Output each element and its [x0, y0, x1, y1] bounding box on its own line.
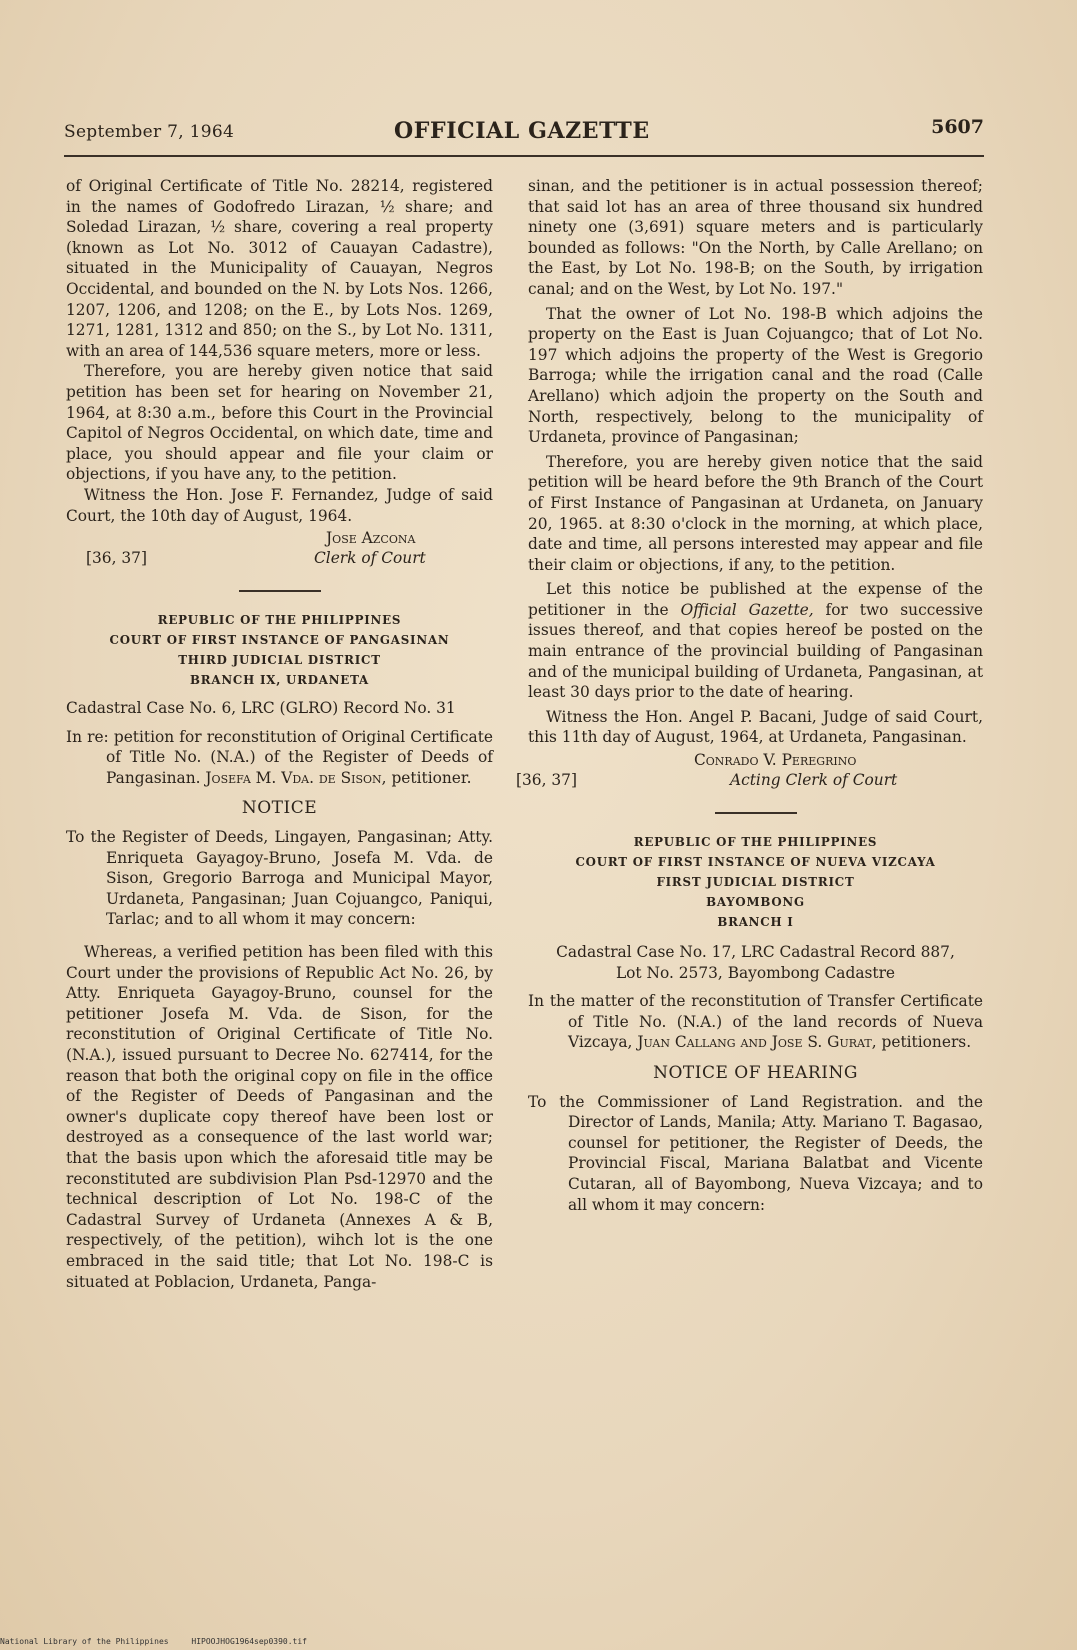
- signature-block: [66, 526, 493, 570]
- case-line: Cadastral Case No. 17, LRC Cadastral Record 887,: [556, 943, 955, 962]
- notice-heading: NOTICE OF HEARING: [653, 1063, 858, 1083]
- scan-footer: [0, 1637, 325, 1646]
- text: for two successive issues thereof, and that copies hereof be posted on the main entrance of the provincial building of Pangasinan and of the municipal building of Urdaneta, Pangasinan, at least 30 days prior to the date of hearing.: [528, 600, 983, 702]
- court-line: BRANCH I: [717, 915, 794, 930]
- paragraph: Therefore, you are hereby given notice that said petition has been set for hearing on November 21, 1964, at 8:30 a.m., before this Court in the Provincial Capitol of Negros Occidental, on which date, time and place, you should appear and file your claim or objections, if you have any, to the petition.: [66, 362, 493, 484]
- page-header: [64, 118, 984, 148]
- court-heading: [66, 610, 493, 690]
- header-rule: [64, 155, 984, 157]
- publication-name: Official Gazette,: [680, 600, 814, 619]
- case-caption: [66, 727, 493, 789]
- case-number: [528, 942, 983, 983]
- court-line: BRANCH IX, URDANETA: [190, 673, 369, 688]
- petitioner-name: Josefa M. Vda. de Sison: [205, 768, 382, 787]
- issue-code: [36, 37]: [86, 549, 147, 568]
- paragraph: Witness the Hon. Jose F. Fernandez, Judge of said Court, the 10th day of August, 1964.: [66, 485, 493, 525]
- header-date: September 7, 1964: [64, 122, 235, 142]
- header-title: OFFICIAL GAZETTE: [394, 118, 650, 144]
- caption-text: In re: petition for reconstitution of Original Certificate of Title No. (N.A.) of the Register of Deeds of Pangasinan.: [66, 727, 493, 787]
- paragraph: sinan, and the petitioner is in actual possession thereof; that said lot has an area of three thousand six hundred ninety one (3,691) square meters and is particularly bounded as follows: "On the North, by Calle Arellano; on the East, by Lot No. 198-B; on the South, by irrigation canal; and on the West, by Lot No. 197.": [528, 177, 983, 298]
- caption-end: , petitioner.: [381, 768, 472, 787]
- court-line: FIRST JUDICIAL DISTRICT: [656, 875, 855, 890]
- paragraph: Therefore, you are hereby given notice that the said petition will be heard before the 9th Branch of the Court of First Instance of Pangasinan at Urdaneta, on January 20, 1965. at 8:30 o'clock in the morning, at which place, date and time, all persons interested may appear and file their claim or objections, if any, to the petition.: [528, 452, 983, 574]
- addressees: To the Register of Deeds, Lingayen, Pangasinan; Atty. Enriqueta Gayagoy-Bruno, Josefa M. Vda. de Sison, Gregorio Barroga and Municipal Mayor, Urdaneta, Pangasinan; Juan Cojuangco, Paniqui, Tarlac; and to all whom it may concern:: [66, 828, 493, 929]
- case-caption: [528, 991, 983, 1053]
- caption-end: , petitioners.: [871, 1033, 972, 1052]
- case-line: Lot No. 2573, Bayombong Cadastre: [615, 963, 896, 982]
- case-number: Cadastral Case No. 6, LRC (GLRO) Record No. 31: [66, 699, 456, 718]
- signatory-name: Conrado V. Peregrino: [694, 751, 857, 770]
- court-heading: [528, 832, 983, 932]
- court-line: COURT OF FIRST INSTANCE OF NUEVA VIZCAYA: [575, 855, 936, 870]
- court-line: REPUBLIC OF THE PHILIPPINES: [633, 835, 878, 850]
- addressees: To the Commissioner of Land Registration. and the Director of Lands, Manila; Atty. Mariano T. Bagasao, counsel for petitioner, the Register of Deeds, the Provincial Fiscal, Mariana Balatbat and Vicente Cutaran, all of Bayombong, Nueva Vizcaya; and to all whom it may concern:: [528, 1092, 983, 1214]
- court-line: REPUBLIC OF THE PHILIPPINES: [157, 613, 402, 628]
- paragraph: [528, 579, 983, 703]
- section-divider: [239, 590, 321, 592]
- text: Let this notice be published at the expense of the petitioner in the: [528, 580, 983, 619]
- caption-text: In the matter of the reconstitution of Transfer Certificate of Title No. (N.A.) of the land records of Nueva Vizcaya,: [528, 992, 983, 1052]
- page-number: 5607: [931, 116, 984, 138]
- section-divider: [715, 812, 797, 814]
- signature-block: [516, 748, 983, 792]
- paragraph: of Original Certificate of Title No. 28214, registered in the names of Godofredo Lirazan, ½ share; and Soledad Lirazan, ½ share, covering a real property (known as Lot No. 3012 of Cauayan Cadastre), situated in the Municipality of Cauayan, Negros Occidental, and bounded on the N. by Lots Nos. 1266, 1207, 1206, and 1208; on the E., by Lots Nos. 1269, 1271, 1281, 1312 and 850; on the S., by Lot No. 1311, with an area of 144,536 square meters, more or less.: [66, 177, 493, 360]
- library-credit: National Library of the Philippines: [0, 1637, 169, 1646]
- signatory-title: Clerk of Court: [314, 549, 426, 568]
- left-column: [66, 176, 493, 1292]
- right-column: [516, 176, 983, 1215]
- issue-code: [36, 37]: [516, 771, 577, 790]
- paragraph: Whereas, a verified petition has been filed with this Court under the provisions of Republic Act No. 26, by Atty. Enriqueta Gayagoy-Bruno, counsel for the petitioner Josefa M. Vda. de Sison, for the reconstitution of Original Certificate of Title No. (N.A.), issued pursuant to Decree No. 627414, for the reason that both the original copy on file in the office of the Register of Deeds of Pangasinan and the owner's duplicate copy thereof have been lost or destroyed as a consequence of the last world war; that the basis upon which the aforesaid title may be reconstituted are subdivision Plan Psd-12970 and the technical description of Lot No. 198-C of the Cadastral Survey of Urdaneta (Annexes A & B, respectively, of the petition), wihch lot is the one embraced in the said title; that Lot No. 198-C is situated at Poblacion, Urdaneta, Panga-: [66, 943, 493, 1291]
- signatory-title: Acting Clerk of Court: [730, 771, 898, 790]
- file-name: HIPOOJHOG1964sep0390.tif: [191, 1637, 307, 1646]
- court-line: COURT OF FIRST INSTANCE OF PANGASINAN: [109, 633, 450, 648]
- court-line: THIRD JUDICIAL DISTRICT: [178, 653, 381, 668]
- petitioner-names: Juan Callang and Jose S. Gurat: [637, 1033, 872, 1052]
- paragraph: That the owner of Lot No. 198-B which adjoins the property on the East is Juan Cojuangco; that of Lot No. 197 which adjoins the property of the West is Gregorio Barroga; while the irrigation canal and the road (Calle Arellano) which adjoin the property on the South and North, respectively, belong to the municipality of Urdaneta, province of Pangasinan;: [528, 304, 983, 447]
- signatory-name: Jose Azcona: [326, 529, 416, 548]
- court-line: BAYOMBONG: [706, 895, 805, 910]
- paragraph: Witness the Hon. Angel P. Bacani, Judge of said Court, this 11th day of August, 1964, at Urdaneta, Pangasinan.: [528, 707, 983, 747]
- notice-heading: NOTICE: [241, 798, 318, 819]
